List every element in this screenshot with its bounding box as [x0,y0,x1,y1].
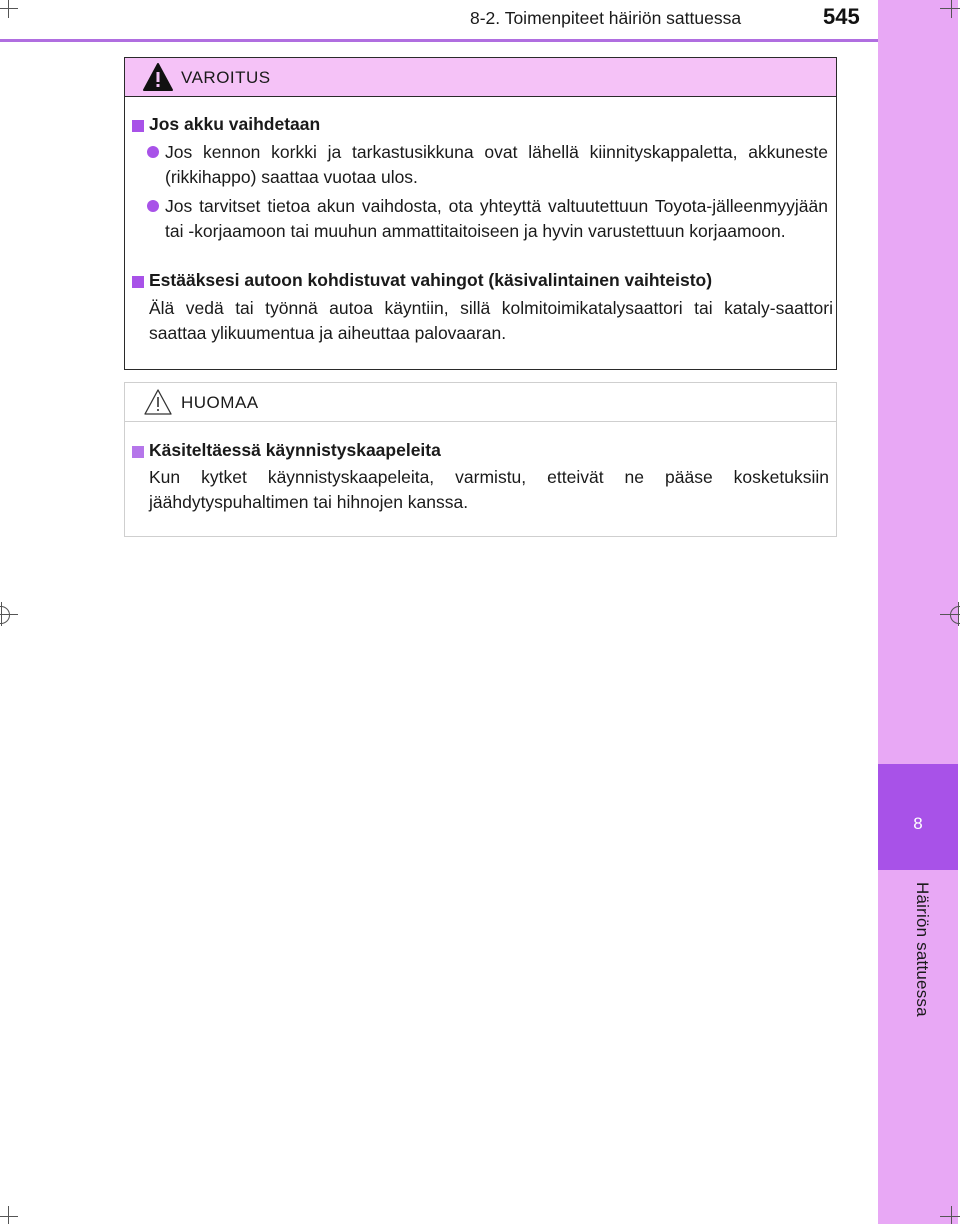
page-number: 545 [823,4,860,29]
list-item: Jos tarvitset tietoa akun vaihdosta, ota yhteyttä valtuutettuun Toyota-jälleenmyyjään tai -korjaamoon tai muuhun ammattitaitoiseen ja hyvin varustettuun korjaamoon. [165,196,828,241]
section-bullet-square [132,446,144,458]
list-bullet-dot [147,146,159,158]
notice-box [124,382,837,537]
notice-title: HUOMAA [181,393,259,412]
section-text: Älä vedä tai työnnä autoa käyntiin, sillä kolmitoimikatalysaattori tai kataly-saattori saattaa ylikuumentua ja aiheuttaa palovaaran. [149,298,833,343]
chapter-label: Häiriön sattuessa [913,882,932,1017]
section-title: 8-2. Toimenpiteet häiriön sattuessa [470,8,742,28]
caution-triangle-icon [142,387,174,417]
warning-box [124,57,837,370]
header-rule [0,39,878,42]
list-item: Jos kennon korkki ja tarkastusikkuna ovat lähellä kiinnityskappaletta, akkuneste (rikkihappo) saattaa vuotaa ulos. [165,142,828,187]
section-bullet-square [132,120,144,132]
chapter-side-tab [878,0,958,1224]
warning-triangle-icon [142,62,174,92]
section-bullet-square [132,276,144,288]
warning-box-header [125,58,836,97]
chapter-number: 8 [913,814,923,833]
section-heading: Käsiteltäessä käynnistyskaapeleita [149,440,441,460]
section-heading: Jos akku vaihdetaan [149,114,321,134]
section-heading: Estääksesi autoon kohdistuvat vahingot (käsivalintainen vaihteisto) [149,270,713,290]
section-text: Kun kytket käynnistyskaapeleita, varmistu, etteivät ne pääse kosketuksiin jäähdytyspuhaltimen tai hihnojen kanssa. [149,467,829,512]
list-bullet-dot [147,200,159,212]
notice-box-header [125,383,836,422]
warning-title: VAROITUS [181,68,271,87]
